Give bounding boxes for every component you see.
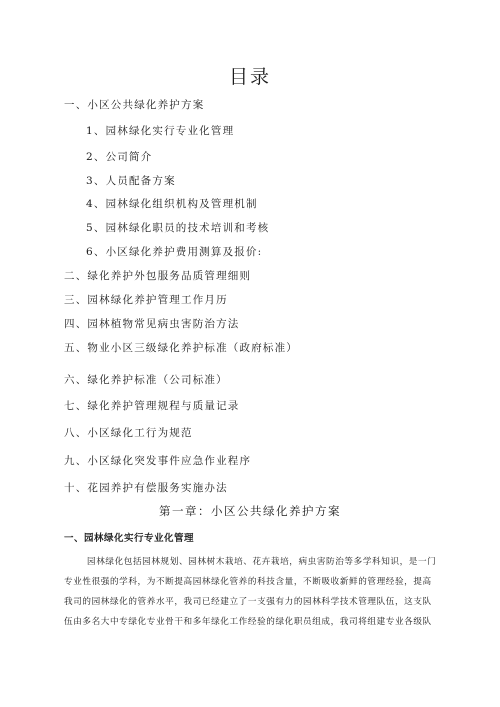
paragraph-line: 我司的园林绿化的管养水平，我司已经建立了一支强有力的园林科学技术管理队伍，这支队 [64,597,432,607]
toc-title: 目录 [228,66,271,88]
toc-entry[interactable]: 六、绿化养护标准（公司标准） [64,374,228,386]
chapter-heading: 第一章：小区公共绿化养护方案 [159,504,341,518]
toc-entry[interactable]: 2、公司简介 [86,151,153,163]
toc-entry[interactable]: 四、园林植物常见病虫害防治方法 [64,318,240,330]
toc-entry[interactable]: 二、绿化养护外包服务品质管理细则 [64,270,252,282]
section-heading: 一、园林绿化实行专业化管理 [64,533,195,544]
toc-entry[interactable]: 九、小区绿化突发事件应急作业程序 [64,455,252,467]
toc-entry[interactable]: 4、园林绿化组织机构及管理机制 [86,198,258,210]
toc-entry[interactable]: 十、花园养护有偿服务实施办法 [64,482,228,494]
toc-entry[interactable]: 5、园林绿化职员的技术培训和考核 [86,222,270,234]
toc-entry[interactable]: 1、园林绿化实行专业化管理 [86,125,235,137]
toc-entry[interactable]: 五、物业小区三级绿化养护标准（政府标准） [64,342,298,354]
toc-entry[interactable]: 6、小区绿化养护费用测算及报价: [86,246,263,258]
toc-entry[interactable]: 七、绿化养护管理规程与质量记录 [64,400,240,412]
toc-entry[interactable]: 一、小区公共绿化养护方案 [64,99,205,111]
paragraph-line: 园林绿化包括园林规划、园林树木栽培、花卉栽培，病虫害防治等多学科知识，是一门 [87,557,437,567]
toc-entry[interactable]: 八、小区绿化工行为规范 [64,427,193,439]
toc-entry[interactable]: 3、人员配备方案 [86,175,176,187]
body-paragraph [64,552,444,632]
paragraph-line: 专业性很强的学科，为不断提高园林绿化管养的科技含量，不断吸收新鲜的管理经验，提高 [64,577,432,587]
toc-entry[interactable]: 三、园林绿化养护管理工作月历 [64,294,228,306]
paragraph-line: 伍由多名大中专绿化专业骨干和多年绿化工作经验的绿化职员组成，我司将组建专业各级队 [64,617,432,627]
